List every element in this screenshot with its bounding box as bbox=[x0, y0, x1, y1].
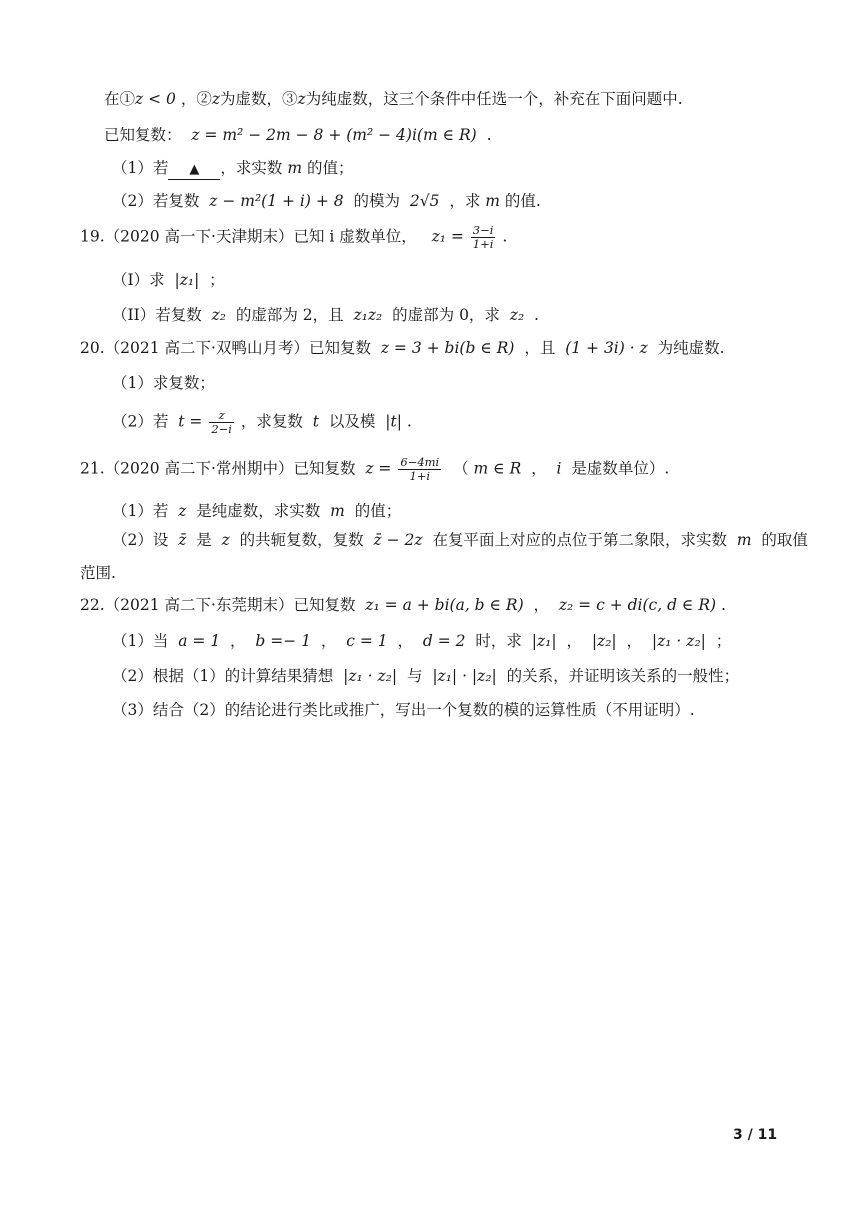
q19-p1-lead: （I）求 bbox=[112, 271, 165, 289]
given-label: 已知复数： bbox=[104, 126, 182, 144]
q22-p1-sep-r2: ， bbox=[626, 632, 643, 650]
q22-z2: z₂ = c + di(c, d ∈ R) bbox=[558, 596, 717, 614]
q18-p2-end: 的值. bbox=[504, 192, 541, 210]
q22-p1-r2: |z₂| bbox=[591, 632, 617, 650]
q18-p1-end: 的值； bbox=[306, 159, 354, 177]
q19-p2-lead: （II）若复数 bbox=[112, 306, 202, 324]
q22-p1-lead: （1）当 bbox=[112, 632, 169, 650]
q21-p2-cont: 范围. bbox=[80, 564, 116, 582]
cond1-expr: z < 0 bbox=[135, 90, 176, 108]
q19-end: . bbox=[502, 227, 508, 246]
q20-p2-tvar: t bbox=[312, 412, 320, 431]
q20-p2-t: t = bbox=[178, 412, 203, 431]
q21-p1-m: m bbox=[330, 502, 345, 520]
q22-part2 bbox=[112, 665, 739, 687]
q19-frac-den: 1+i bbox=[472, 237, 494, 251]
q20-fraction bbox=[209, 409, 234, 436]
q21-comma: ， bbox=[531, 459, 547, 478]
given-expr: z = m² − 2m − 8 + (m² − 4)i(m ∈ R) bbox=[191, 126, 477, 144]
q22-comma: ， bbox=[533, 596, 550, 614]
q20-mid: ，且 bbox=[524, 339, 556, 357]
q22-p1-sep-a: ， bbox=[230, 632, 246, 650]
q18-p1-tail: ，求实数 bbox=[220, 159, 283, 177]
q20-frac-num: z bbox=[209, 409, 234, 423]
q20-tail: 为纯虚数. bbox=[657, 339, 725, 357]
q21-p2-lead: （2）设 bbox=[112, 531, 169, 549]
conditions-line bbox=[104, 88, 683, 110]
q22-p1-a: a = 1 bbox=[178, 632, 221, 650]
q18-p2-var: m bbox=[485, 192, 500, 210]
q19-p2-prod: z₁z₂ bbox=[353, 306, 383, 324]
q22-p1-b: b =− 1 bbox=[255, 632, 312, 650]
q22-p2-tail: 的关系，并证明该关系的一般性； bbox=[506, 667, 740, 685]
given-line bbox=[104, 124, 492, 146]
q22-p1-mid: 时，求 bbox=[475, 632, 522, 650]
q19-text: 已知 i 虚数单位， bbox=[293, 227, 417, 246]
q20-stem bbox=[80, 337, 725, 359]
q21-p1-z: z bbox=[178, 502, 187, 520]
cond2-var: z bbox=[211, 90, 221, 108]
q22-p2-lead: （2）根据（1）的计算结果猜想 bbox=[112, 667, 334, 685]
q18-p2-tail: ，求 bbox=[449, 192, 481, 210]
q22-p1-r3: |z₁ · z₂| bbox=[651, 632, 706, 650]
q21-part2-continued bbox=[80, 562, 116, 584]
q19-stem bbox=[80, 224, 507, 251]
q21-stem bbox=[80, 456, 669, 483]
q22-p1-end: ； bbox=[715, 632, 732, 650]
q18-p2-mid: 的模为 bbox=[353, 192, 400, 210]
q18-p2-val: 2√5 bbox=[409, 192, 440, 210]
q22-z1: z₁ = a + bi(a, b ∈ R) bbox=[365, 596, 524, 614]
q19-p1-expr: |z₁| bbox=[174, 271, 200, 289]
q19-fraction bbox=[471, 224, 496, 251]
q20-p2-end: . bbox=[406, 412, 412, 431]
q22-stem bbox=[80, 594, 726, 616]
q20-expr: z = 3 + bi(b ∈ R) bbox=[380, 339, 515, 357]
q21-number: 21. bbox=[80, 459, 105, 478]
q21-p2-zbar: z̄ bbox=[178, 531, 187, 549]
cond-sep1: ，② bbox=[180, 90, 212, 108]
q21-p1-mid: 是纯虚数，求实数 bbox=[196, 502, 321, 520]
q20-p2-abs: |t| bbox=[385, 412, 402, 431]
q21-cond-tail: 是虚数单位）. bbox=[571, 459, 670, 478]
q19-p2-z2: z₂ bbox=[211, 306, 226, 324]
q18-p1-var: m bbox=[287, 159, 303, 177]
q20-p2-mid2: 以及模 bbox=[328, 412, 376, 431]
q18-p2-lead: （2）若复数 bbox=[112, 192, 200, 210]
q20-part1 bbox=[112, 372, 215, 394]
q20-p2-mid: ，求复数 bbox=[240, 412, 303, 431]
q19-p2-z2b: z₂ bbox=[509, 306, 525, 324]
q22-p2-e1: |z₁ · z₂| bbox=[343, 667, 398, 685]
q21-p2-mid3: 在复平面上对应的点位于第二象限，求实数 bbox=[432, 531, 727, 549]
q22-part1 bbox=[112, 630, 731, 652]
q20-p1: （1）求复数； bbox=[112, 374, 215, 392]
q18-part2 bbox=[112, 190, 541, 212]
q20-source: （2021 高二下·双鸭山月考） bbox=[104, 339, 309, 357]
q21-p2-mid2: 的共轭复数，复数 bbox=[239, 531, 364, 549]
q21-paren-open: （ bbox=[453, 459, 469, 478]
q21-p2-m: m bbox=[736, 531, 752, 549]
q21-z-eq: z = bbox=[365, 459, 392, 478]
q22-number: 22. bbox=[80, 596, 105, 614]
q21-part2 bbox=[112, 529, 808, 551]
q20-p2-lead: （2）若 bbox=[112, 412, 169, 431]
q22-p1-sep-c: ， bbox=[397, 632, 414, 650]
q22-source: （2021 高二下·东莞期末） bbox=[104, 596, 294, 614]
q21-frac-den: 1+i bbox=[409, 469, 431, 483]
cond3-text: 为纯虚数，这三个条件中任选一个，补充在下面问题中. bbox=[305, 90, 683, 108]
q22-end: . bbox=[721, 596, 726, 614]
q21-p1-lead: （1）若 bbox=[112, 502, 169, 520]
q21-p2-expr: z̄ − 2z bbox=[373, 531, 423, 549]
q22-text: 已知复数 bbox=[293, 596, 356, 614]
q21-frac-num: 6−4mi bbox=[400, 455, 440, 469]
q22-p3: （3）结合（2）的结论进行类比或推广，写出一个复数的模的运算性质（不用证明）. bbox=[112, 701, 695, 719]
q22-p1-sep-b: ， bbox=[320, 632, 337, 650]
q19-source: （2020 高一下·天津期末） bbox=[104, 227, 294, 246]
q21-source: （2020 高二下·常州期中） bbox=[104, 459, 294, 478]
cond3-var: z bbox=[297, 90, 306, 108]
q21-part1 bbox=[112, 500, 401, 522]
q20-part2 bbox=[112, 409, 412, 436]
q21-p1-end: 的值； bbox=[354, 502, 402, 520]
q19-p2-mid2: 的虚部为 0，求 bbox=[392, 306, 500, 324]
q22-p2-e2: |z₁| · |z₂| bbox=[432, 667, 497, 685]
q21-p2-end: 的取值 bbox=[761, 531, 808, 549]
q18-p2-expr: z − m²(1 + i) + 8 bbox=[209, 192, 344, 210]
q21-cond-m: m ∈ R bbox=[473, 459, 522, 478]
q18-p1-lead: （1）若 bbox=[112, 159, 169, 177]
cond-lead: 在① bbox=[104, 90, 136, 108]
q19-p2-end: . bbox=[534, 306, 539, 324]
q19-part1 bbox=[112, 269, 225, 291]
q19-z1: z₁ = bbox=[431, 227, 464, 246]
cond2-text: 为虚数，③ bbox=[220, 90, 298, 108]
q22-p1-r1: |z₁| bbox=[531, 632, 557, 650]
page-number: 3 / 11 bbox=[733, 1127, 778, 1143]
q19-p2-mid: 的虚部为 2，且 bbox=[235, 306, 344, 324]
q21-p2-z: z bbox=[221, 531, 230, 549]
q21-p2-mid: 是 bbox=[196, 531, 212, 549]
q18-part1 bbox=[112, 157, 353, 180]
q20-expr2: (1 + 3i) · z bbox=[565, 339, 648, 357]
q22-p1-sep-r1: ， bbox=[566, 632, 582, 650]
q22-p1-d: d = 2 bbox=[422, 632, 466, 650]
q22-part3 bbox=[112, 699, 695, 721]
q20-text: 已知复数 bbox=[308, 339, 371, 357]
q19-part2 bbox=[112, 304, 539, 326]
q21-fraction bbox=[398, 456, 441, 483]
q20-frac-den: 2−i bbox=[211, 422, 232, 436]
q20-number: 20. bbox=[80, 339, 105, 357]
q21-cond-i: i bbox=[556, 459, 562, 478]
q22-p2-mid: 与 bbox=[406, 667, 423, 685]
q19-p1-end: ； bbox=[209, 271, 225, 289]
q22-p1-c: c = 1 bbox=[346, 632, 388, 650]
answer-blank: ▲ bbox=[168, 161, 220, 180]
q21-text: 已知复数 bbox=[293, 459, 356, 478]
given-end: . bbox=[486, 126, 492, 144]
q19-number: 19. bbox=[80, 227, 105, 246]
q19-frac-num: 3−i bbox=[472, 223, 494, 237]
